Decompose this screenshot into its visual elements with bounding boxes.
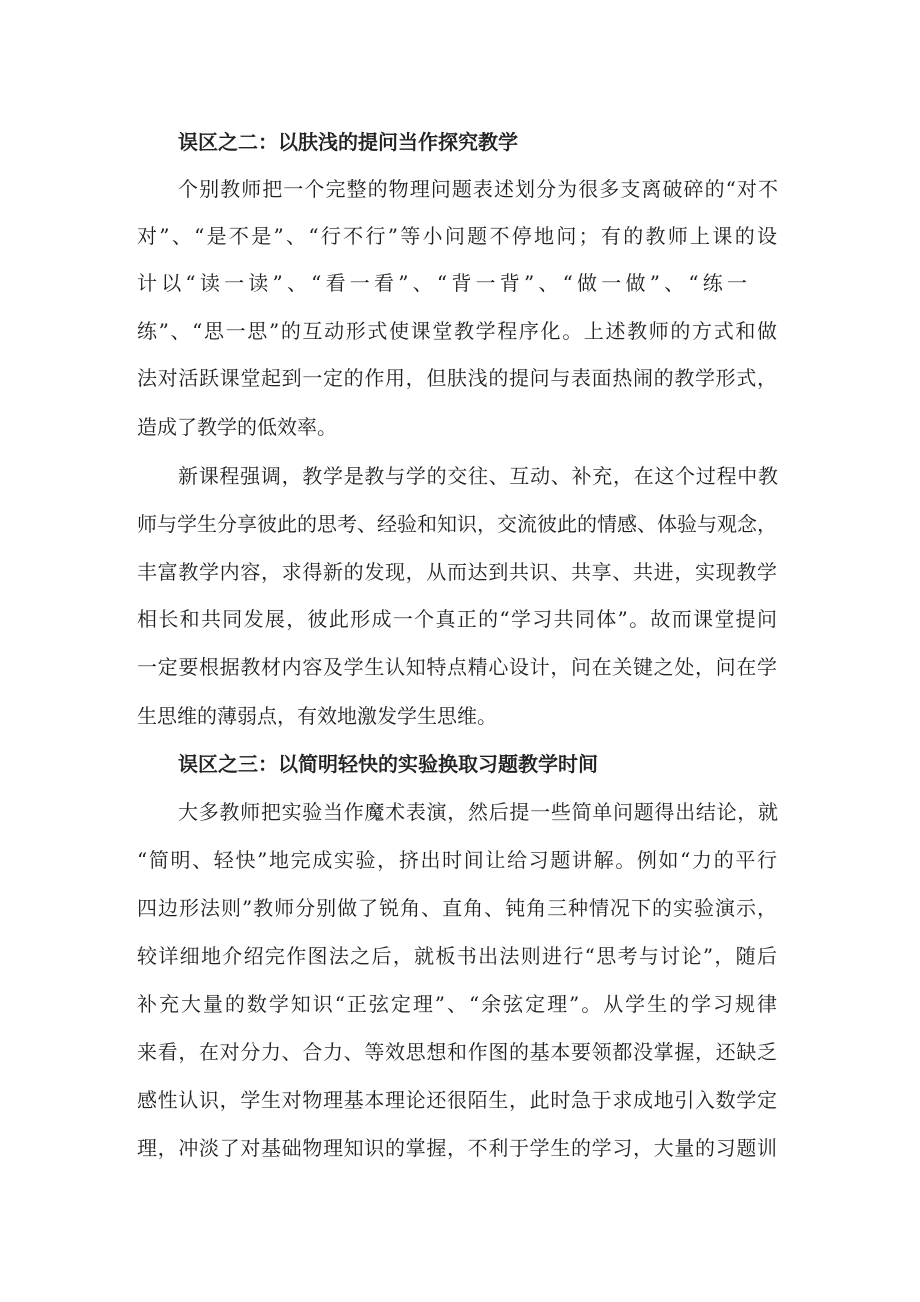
text-line: 法对活跃课堂起到一定的作用，但肤浅的提问与表面热闹的教学形式， [137,366,777,390]
text-line: 相长和共同发展，彼此形成一个真正的“学习共同体”。故而课堂提问 [137,607,777,631]
text-line: 练”、“思一思”的互动形式使课堂教学程序化。上述教师的方式和做 [137,319,777,343]
text-line: 较详细地介绍完作图法之后，就板书出法则进行“思考与讨论”，随后 [137,944,777,968]
text-line: 生思维的薄弱点，有效地激发学生思维。 [137,704,497,728]
text-line: 一定要根据教材内容及学生认知特点精心设计，问在关键之处，问在学 [137,655,777,679]
text-line: 大多教师把实验当作魔术表演，然后提一些简单问题得出结论，就 [178,800,778,824]
section-heading-misconception-2: 误区之二：以肤浅的提问当作探究教学 [178,130,518,154]
text-line: 造成了教学的低效率。 [137,415,337,439]
text-line: 来看，在对分力、合力、等效思想和作图的基本要领都没掌握，还缺乏 [137,1040,777,1064]
text-line: 个别教师把一个完整的物理问题表述划分为很多支离破碎的“对不 [178,177,778,201]
text-line: 师与学生分享彼此的思考、经验和知识，交流彼此的情感、体验与观念， [137,512,777,536]
text-line: “简明、轻快”地完成实验，挤出时间让给习题讲解。例如“力的平行 [137,848,777,872]
section-heading-misconception-3: 误区之三：以简明轻快的实验换取习题教学时间 [178,752,598,776]
text-line: 感性认识，学生对物理基本理论还很陌生，此时急于求成地引入数学定 [137,1088,777,1112]
text-line: 丰富教学内容，求得新的发现，从而达到共识、共享、共进，实现教学 [137,560,777,584]
text-line: 计以“读一读”、“看一看”、“背一背”、“做一做”、“练一 [137,271,747,295]
text-line: 补充大量的数学知识“正弦定理”、“余弦定理”。从学生的学习规律 [137,992,777,1016]
text-line: 四边形法则”教师分别做了锐角、直角、钝角三种情况下的实验演示， [137,896,777,920]
text-line: 理，冲淡了对基础物理知识的掌握，不利于学生的学习，大量的习题训 [137,1136,777,1160]
text-line: 新课程强调，教学是教与学的交往、互动、补充，在这个过程中教 [178,464,778,488]
text-line: 对”、“是不是”、“行不行”等小问题不停地问；有的教师上课的设 [137,224,777,248]
